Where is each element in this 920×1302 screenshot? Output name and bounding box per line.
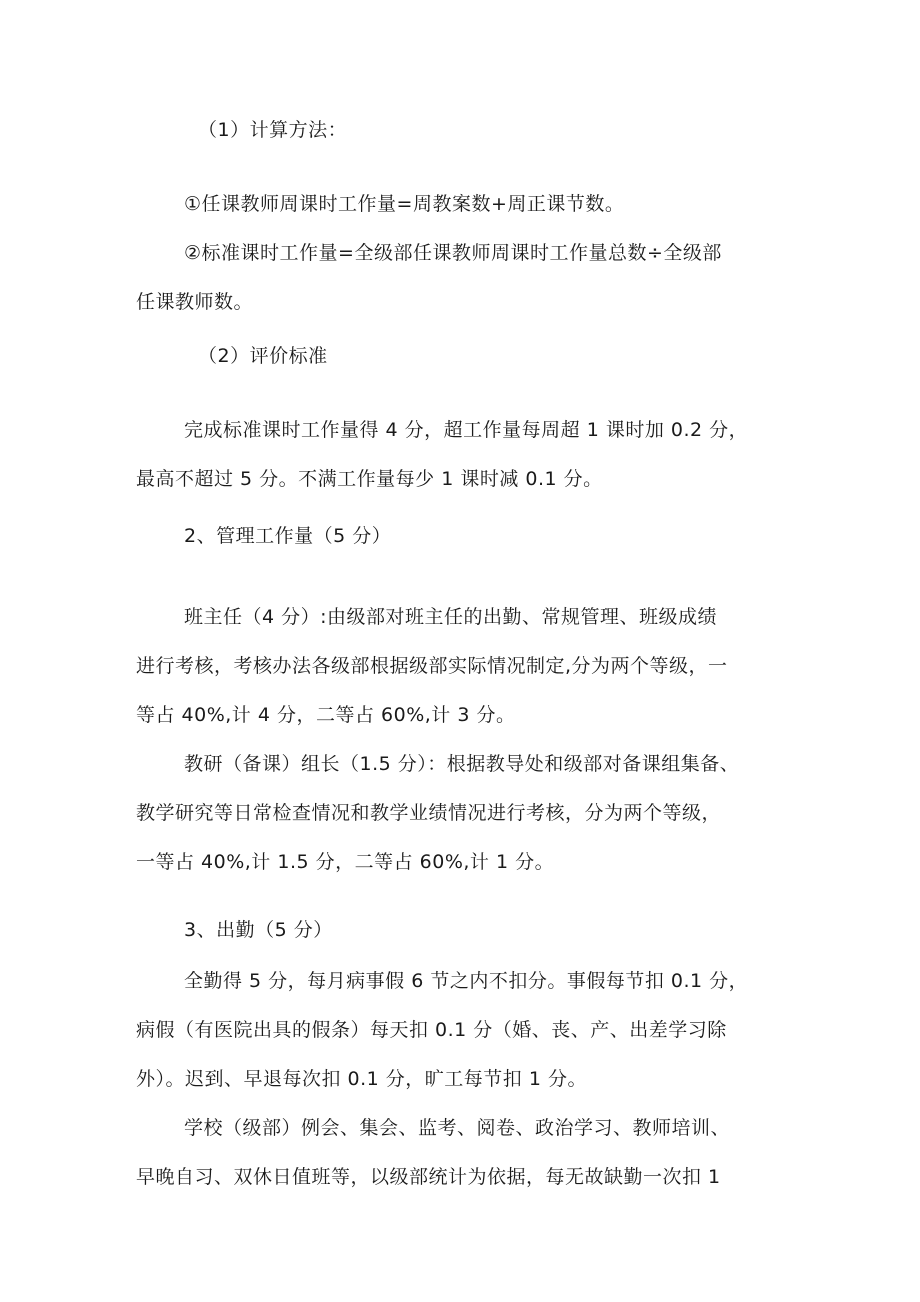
subheading-evaluation-standard: （2）评价标准	[198, 345, 328, 367]
paragraph-line: ①任课教师周课时工作量=周教案数+周正课节数。	[184, 193, 625, 215]
paragraph-line: 一等占 40%,计 1.5 分，二等占 60%,计 1 分。	[136, 851, 555, 873]
paragraph-line: 病假（有医院出具的假条）每天扣 0.1 分（婚、丧、产、出差学习除	[136, 1019, 727, 1041]
paragraph-line: 教研（备课）组长（1.5 分）：根据教导处和级部对备课组集备、	[184, 753, 740, 775]
paragraph-line: 最高不超过 5 分。不满工作量每少 1 课时减 0.1 分。	[136, 468, 603, 490]
paragraph-line: 早晚自习、双休日值班等，以级部统计为依据，每无故缺勤一次扣 1	[136, 1166, 721, 1188]
paragraph-line: 完成标准课时工作量得 4 分，超工作量每周超 1 课时加 0.2 分，	[184, 419, 749, 441]
paragraph-line: 班主任（4 分）:由级部对班主任的出勤、常规管理、班级成绩	[184, 606, 718, 628]
section-heading-management-workload: 2、管理工作量（5 分）	[184, 525, 392, 547]
paragraph-line: 外）。迟到、早退每次扣 0.1 分，旷工每节扣 1 分。	[136, 1068, 587, 1090]
paragraph-line: 等占 40%,计 4 分，二等占 60%,计 3 分。	[136, 704, 516, 726]
paragraph-line: 进行考核，考核办法各级部根据级部实际情况制定,分为两个等级，一	[136, 655, 728, 677]
paragraph-line: 教学研究等日常检查情况和教学业绩情况进行考核，分为两个等级，	[136, 802, 722, 824]
paragraph-line: 学校（级部）例会、集会、监考、阅卷、政治学习、教师培训、	[184, 1117, 731, 1139]
paragraph-line: 全勤得 5 分，每月病事假 6 节之内不扣分。事假每节扣 0.1 分，	[184, 970, 749, 992]
paragraph-line: ②标准课时工作量=全级部任课教师周课时工作量总数÷全级部	[184, 242, 722, 264]
paragraph-line: 任课教师数。	[136, 291, 254, 313]
subheading-calculation-method: （1）计算方法：	[198, 119, 348, 141]
section-heading-attendance: 3、出勤（5 分）	[184, 919, 333, 941]
